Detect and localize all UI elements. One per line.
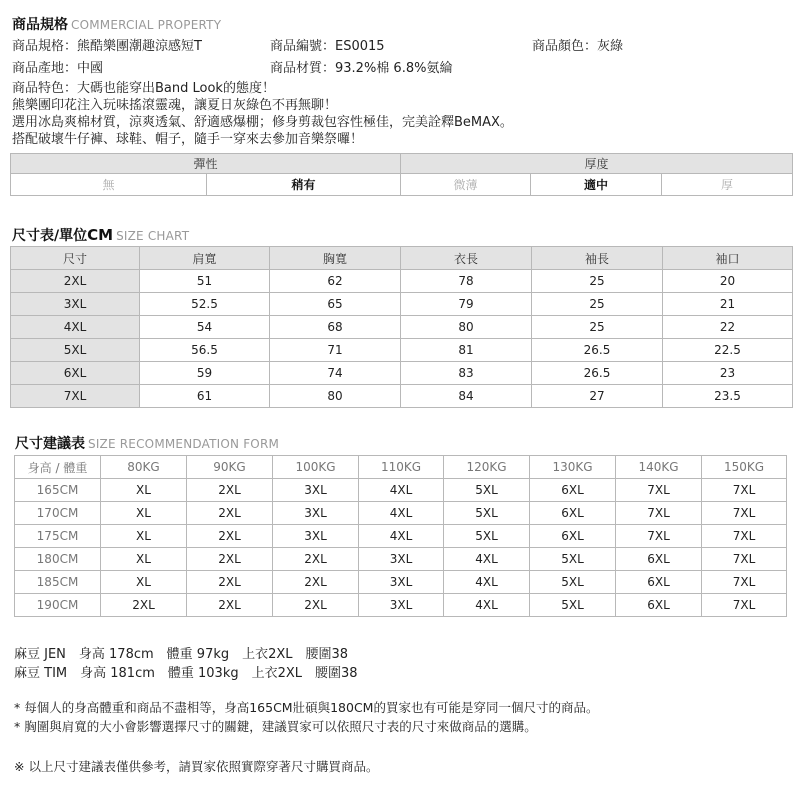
table-row — [15, 594, 787, 617]
rec-cell: 4XL — [444, 548, 530, 571]
rec-cell: 5XL — [530, 594, 616, 617]
rec-cell: 4XL — [359, 479, 444, 502]
rec-cell: 5XL — [444, 502, 530, 525]
model-tim: 麻豆 TIM 身高 181cm 體重 103kg 上衣2XL 腰圍38 — [14, 666, 358, 681]
table-row — [11, 270, 793, 293]
rec-cell: 4XL — [359, 502, 444, 525]
size-chart-header-row — [11, 247, 793, 270]
product-origin: 商品產地：中國 — [12, 61, 104, 76]
size-cell: 83 — [401, 362, 532, 385]
rec-cell: 6XL — [530, 479, 616, 502]
recommendation-header: 90KG — [187, 456, 273, 479]
size-cell: 26.5 — [532, 362, 663, 385]
size-cell: 7XL — [11, 385, 140, 408]
product-info-row-2 — [12, 58, 792, 80]
rec-cell: XL — [101, 502, 187, 525]
size-cell: 6XL — [11, 362, 140, 385]
rec-cell: 3XL — [359, 594, 444, 617]
rec-cell: 7XL — [616, 525, 702, 548]
size-cell: 54 — [140, 316, 270, 339]
size-cell: 23 — [663, 362, 793, 385]
note-line: * 胸圍與肩寬的大小會影響選擇尺寸的關鍵，建議買家可以依照尺寸表的尺寸來做商品的選購。 — [14, 719, 537, 734]
disclaimer: ※ 以上尺寸建議表僅供參考，請買家依照實際穿著尺寸購買商品。 — [14, 759, 379, 774]
size-chart-title-unit: CM — [87, 226, 114, 244]
size-cell: 62 — [270, 270, 401, 293]
size-cell: 84 — [401, 385, 532, 408]
rec-cell: 7XL — [702, 479, 787, 502]
rec-cell: 175CM — [15, 525, 101, 548]
elasticity-option-slight: 稍有 — [207, 174, 401, 196]
table-row — [11, 339, 793, 362]
size-chart-header: 衣長 — [401, 247, 532, 270]
table-row — [11, 316, 793, 339]
recommendation-header: 110KG — [359, 456, 444, 479]
size-cell: 81 — [401, 339, 532, 362]
rec-cell: 2XL — [187, 502, 273, 525]
rec-cell: 170CM — [15, 502, 101, 525]
size-chart-header: 袖長 — [532, 247, 663, 270]
size-cell: 22.5 — [663, 339, 793, 362]
rec-cell: 6XL — [616, 594, 702, 617]
rec-cell: 7XL — [702, 571, 787, 594]
rec-cell: 3XL — [359, 571, 444, 594]
rec-cell: 6XL — [616, 548, 702, 571]
rec-cell: 2XL — [187, 571, 273, 594]
recommendation-title-en: SIZE RECOMMENDATION FORM — [88, 437, 280, 451]
size-cell: 27 — [532, 385, 663, 408]
rec-cell: 2XL — [273, 548, 359, 571]
rec-cell: 7XL — [702, 548, 787, 571]
size-cell: 61 — [140, 385, 270, 408]
size-cell: 74 — [270, 362, 401, 385]
size-notes — [14, 698, 598, 736]
recommendation-header: 130KG — [530, 456, 616, 479]
size-chart-header: 尺寸 — [11, 247, 140, 270]
rec-cell: 2XL — [273, 571, 359, 594]
rec-cell: 7XL — [702, 594, 787, 617]
rec-cell: 7XL — [616, 502, 702, 525]
elasticity-header: 彈性 — [11, 154, 401, 174]
recommendation-header-row — [15, 456, 787, 479]
size-cell: 68 — [270, 316, 401, 339]
product-info — [12, 36, 792, 80]
note-line: * 每個人的身高體重和商品不盡相等，身高165CM壯碩與180CM的買家也有可能是穿同一個尺寸的商品。 — [14, 700, 599, 715]
size-cell: 2XL — [11, 270, 140, 293]
size-cell: 78 — [401, 270, 532, 293]
rec-cell: 7XL — [702, 525, 787, 548]
thickness-option-thick: 厚 — [662, 174, 793, 196]
size-cell: 23.5 — [663, 385, 793, 408]
rec-cell: 5XL — [530, 571, 616, 594]
rec-cell: 3XL — [273, 479, 359, 502]
rec-cell: 2XL — [187, 525, 273, 548]
size-chart-title-zh: 尺寸表/單位 — [12, 228, 88, 244]
size-cell: 71 — [270, 339, 401, 362]
table-row — [11, 362, 793, 385]
size-cell: 25 — [532, 293, 663, 316]
product-material: 商品材質：93.2%棉 6.8%氨綸 — [270, 61, 453, 76]
size-cell: 52.5 — [140, 293, 270, 316]
recommendation-title — [15, 433, 279, 453]
rec-cell: XL — [101, 571, 187, 594]
rec-cell: 5XL — [444, 479, 530, 502]
table-row — [11, 293, 793, 316]
rec-cell: 2XL — [101, 594, 187, 617]
size-cell: 3XL — [11, 293, 140, 316]
product-name: 商品規格：熊酷樂團潮趣涼感短T — [12, 39, 202, 54]
rec-cell: 3XL — [359, 548, 444, 571]
rec-cell: 190CM — [15, 594, 101, 617]
rec-cell: 3XL — [273, 525, 359, 548]
rec-cell: XL — [101, 525, 187, 548]
table-row — [15, 525, 787, 548]
size-cell: 59 — [140, 362, 270, 385]
recommendation-header: 80KG — [101, 456, 187, 479]
size-cell: 80 — [270, 385, 401, 408]
rec-cell: 185CM — [15, 571, 101, 594]
table-row — [15, 548, 787, 571]
rec-cell: 4XL — [444, 594, 530, 617]
thickness-option-medium: 適中 — [531, 174, 662, 196]
recommendation-header: 150KG — [702, 456, 787, 479]
rec-cell: 2XL — [187, 594, 273, 617]
size-chart-title — [12, 225, 189, 245]
product-info-row-1 — [12, 36, 792, 58]
recommendation-table — [14, 455, 787, 617]
recommendation-title-zh: 尺寸建議表 — [15, 436, 85, 452]
rec-cell: 180CM — [15, 548, 101, 571]
size-cell: 51 — [140, 270, 270, 293]
thickness-header: 厚度 — [401, 154, 793, 174]
size-cell: 22 — [663, 316, 793, 339]
rec-cell: 7XL — [702, 502, 787, 525]
size-cell: 4XL — [11, 316, 140, 339]
size-cell: 79 — [401, 293, 532, 316]
model-jen: 麻豆 JEN 身高 178cm 體重 97kg 上衣2XL 腰圍38 — [14, 647, 349, 662]
size-chart-header: 袖口 — [663, 247, 793, 270]
size-cell: 5XL — [11, 339, 140, 362]
feature-line: 選用冰島爽棉材質，涼爽透氣、舒適感爆棚；修身剪裁包容性極佳，完美詮釋BeMAX。 — [12, 115, 513, 130]
recommendation-header: 100KG — [273, 456, 359, 479]
product-color: 商品顏色：灰綠 — [532, 39, 624, 54]
recommendation-header: 140KG — [616, 456, 702, 479]
size-cell: 25 — [532, 270, 663, 293]
thickness-option-thin: 微薄 — [401, 174, 531, 196]
size-cell: 56.5 — [140, 339, 270, 362]
table-row — [15, 479, 787, 502]
attribute-table — [10, 153, 793, 196]
model-info — [14, 645, 358, 683]
rec-cell: 6XL — [530, 525, 616, 548]
rec-cell: 2XL — [273, 594, 359, 617]
elasticity-option-none: 無 — [11, 174, 207, 196]
product-features — [12, 80, 792, 148]
rec-cell: 4XL — [444, 571, 530, 594]
product-spec-title — [12, 14, 221, 34]
size-chart-title-en: SIZE CHART — [116, 229, 190, 243]
rec-cell: XL — [101, 548, 187, 571]
rec-cell: 4XL — [359, 525, 444, 548]
size-cell: 80 — [401, 316, 532, 339]
size-chart-header: 胸寬 — [270, 247, 401, 270]
feature-line: 熊樂團印花注入玩味搖滾靈魂，讓夏日灰綠色不再無聊！ — [12, 98, 338, 113]
recommendation-header: 身高 / 體重 — [15, 456, 101, 479]
table-row — [11, 385, 793, 408]
size-cell: 65 — [270, 293, 401, 316]
product-code: 商品編號：ES0015 — [270, 39, 385, 54]
table-row — [15, 502, 787, 525]
rec-cell: XL — [101, 479, 187, 502]
size-chart-header: 肩寬 — [140, 247, 270, 270]
size-cell: 26.5 — [532, 339, 663, 362]
product-spec-title-zh: 商品規格 — [12, 17, 68, 33]
size-chart-table — [10, 246, 793, 408]
size-cell: 20 — [663, 270, 793, 293]
rec-cell: 6XL — [616, 571, 702, 594]
rec-cell: 2XL — [187, 548, 273, 571]
rec-cell: 6XL — [530, 502, 616, 525]
rec-cell: 7XL — [616, 479, 702, 502]
feature-line: 商品特色：大碼也能穿出Band Look的態度！ — [12, 81, 275, 96]
rec-cell: 2XL — [187, 479, 273, 502]
rec-cell: 165CM — [15, 479, 101, 502]
rec-cell: 5XL — [444, 525, 530, 548]
feature-line: 搭配破壞牛仔褲、球鞋、帽子，隨手一穿來去參加音樂祭囉！ — [12, 132, 364, 147]
product-spec-title-en: COMMERCIAL PROPERTY — [71, 18, 222, 32]
rec-cell: 3XL — [273, 502, 359, 525]
recommendation-header: 120KG — [444, 456, 530, 479]
table-row — [15, 571, 787, 594]
size-cell: 21 — [663, 293, 793, 316]
size-cell: 25 — [532, 316, 663, 339]
rec-cell: 5XL — [530, 548, 616, 571]
